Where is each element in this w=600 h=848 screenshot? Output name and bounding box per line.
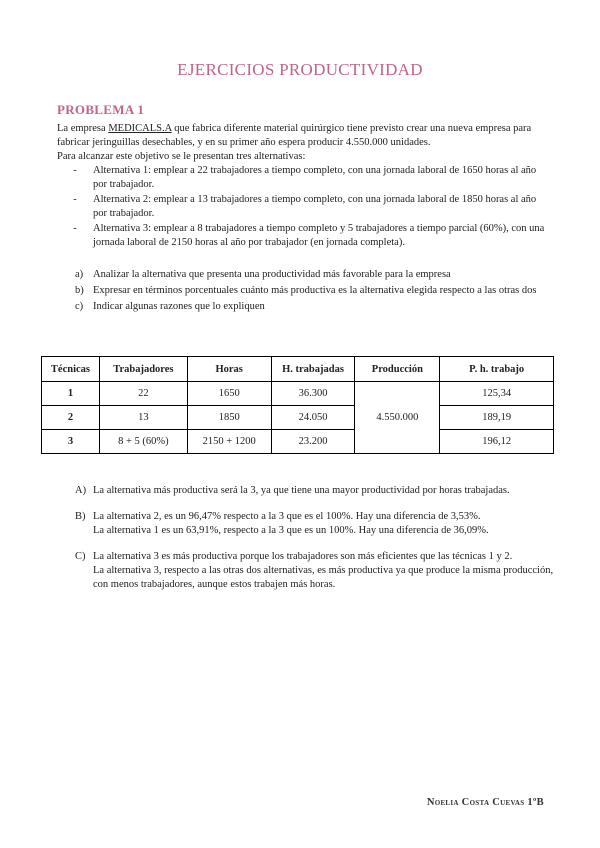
answer-line: La alternativa 2, es un 96,47% respecto a la 3 que es el 100%. Hay una diferencia de 3,53%. bbox=[93, 511, 481, 522]
answer-marker: A) bbox=[75, 485, 87, 496]
answer-line: La alternativa 3, respecto a las otras dos alternativas, es más productiva ya que produce la misma producción, con menos trabajadores, aunque estos trabajen más horas. bbox=[93, 565, 554, 590]
table-cell: 125,34 bbox=[440, 382, 554, 406]
problem-heading: PROBLEMA 1 bbox=[57, 102, 145, 117]
production-cell: 4.550.000 bbox=[355, 382, 440, 454]
list-item: - Alternativa 1: emplear a 22 trabajadores a tiempo completo, con una jornada laboral de 1650 horas al año por trabajador. bbox=[57, 164, 547, 192]
company-name: MEDICALS.A bbox=[108, 123, 172, 134]
alternatives-list bbox=[57, 164, 547, 251]
column-header: Horas bbox=[187, 357, 271, 382]
alternative-1-text: Alternativa 1: emplear a 22 trabajadores a tiempo completo, con una jornada laboral de 1650 horas al año por trabajador. bbox=[93, 165, 537, 190]
table-cell: 2150 + 1200 bbox=[187, 430, 271, 454]
table-cell: 3 bbox=[42, 430, 100, 454]
alternative-2-text: Alternativa 2: emplear a 13 trabajadores a tiempo completo, con una jornada laboral de 1850 horas al año por trabajador. bbox=[93, 194, 537, 219]
column-header: Producción bbox=[355, 357, 440, 382]
answers-list bbox=[75, 484, 555, 604]
column-header: Técnicas bbox=[42, 357, 100, 382]
question-text: Analizar la alternativa que presenta una productividad más favorable para la empresa bbox=[93, 269, 451, 280]
table-cell: 2 bbox=[42, 406, 100, 430]
list-item bbox=[57, 284, 547, 298]
list-item bbox=[75, 510, 555, 538]
table-row bbox=[42, 382, 554, 406]
page-title: EJERCICIOS PRODUCTIVIDAD bbox=[177, 60, 423, 79]
intro-pre: La empresa bbox=[57, 123, 109, 134]
intro-line2: Para alcanzar este objetivo se le presentan tres alternativas: bbox=[57, 151, 306, 162]
list-item bbox=[57, 300, 547, 314]
list-item: - Alternativa 3: emplear a 8 trabajadores a tiempo completo y 5 trabajadores a tiempo parcial (60%), con una jornada laboral de 2150 horas al año por trabajador (en jornada completa). bbox=[57, 222, 547, 250]
table-row bbox=[42, 430, 554, 454]
answer-line: La alternativa más productiva será la 3, ya que tiene una mayor productividad por horas trabajadas. bbox=[93, 485, 510, 496]
intro-paragraph bbox=[57, 122, 547, 164]
intro-post: que fabrica diferente material quirúrgico tiene previsto crear una nueva empresa para fabricar jeringuillas desechables, y en su primer año espera producir 4.550.000 unidades. bbox=[57, 123, 532, 148]
productivity-table bbox=[41, 356, 554, 454]
list-item bbox=[57, 268, 547, 282]
answer-line: La alternativa 3 es más productiva porque los trabajadores son más eficientes que las técnicas 1 y 2. bbox=[93, 551, 513, 562]
table-cell: 1 bbox=[42, 382, 100, 406]
table-cell: 23.200 bbox=[271, 430, 355, 454]
answer-line: La alternativa 1 es un 63,91%, respecto a la 3 que es un 100%. Hay una diferencia de 36,09%. bbox=[93, 525, 489, 536]
table-cell: 1650 bbox=[187, 382, 271, 406]
table-cell: 13 bbox=[99, 406, 187, 430]
table-row bbox=[42, 406, 554, 430]
table-cell: 1850 bbox=[187, 406, 271, 430]
question-text: Indicar algunas razones que lo expliquen bbox=[93, 301, 265, 312]
table-cell: 8 + 5 (60%) bbox=[99, 430, 187, 454]
table-cell: 36.300 bbox=[271, 382, 355, 406]
table-cell: 22 bbox=[99, 382, 187, 406]
list-item bbox=[75, 550, 555, 592]
column-header: H. trabajadas bbox=[271, 357, 355, 382]
column-header: P. h. trabajo bbox=[440, 357, 554, 382]
question-text: Expresar en términos porcentuales cuánto más productiva es la alternativa elegida respecto a las otras dos bbox=[93, 285, 537, 296]
answer-marker: C) bbox=[75, 551, 86, 562]
table-cell: 196,12 bbox=[440, 430, 554, 454]
question-marker: b) bbox=[75, 285, 84, 296]
table-header-row bbox=[42, 357, 554, 382]
question-marker: a) bbox=[75, 269, 84, 280]
column-header: Trabajadores bbox=[99, 357, 187, 382]
alternative-3-text: Alternativa 3: emplear a 8 trabajadores a tiempo completo y 5 trabajadores a tiempo parcial (60%), con una jornada laboral de 2150 horas al año por trabajador (en jornada completa). bbox=[93, 223, 545, 248]
table-cell: 189,19 bbox=[440, 406, 554, 430]
question-marker: c) bbox=[75, 301, 84, 312]
questions-list bbox=[57, 268, 547, 316]
author-footer: Noelia Costa Cuevas 1ºB bbox=[426, 797, 544, 808]
answer-marker: B) bbox=[75, 511, 86, 522]
list-item bbox=[75, 484, 555, 498]
list-item: - Alternativa 2: emplear a 13 trabajadores a tiempo completo, con una jornada laboral de 1850 horas al año por trabajador. bbox=[57, 193, 547, 221]
table-cell: 24.050 bbox=[271, 406, 355, 430]
